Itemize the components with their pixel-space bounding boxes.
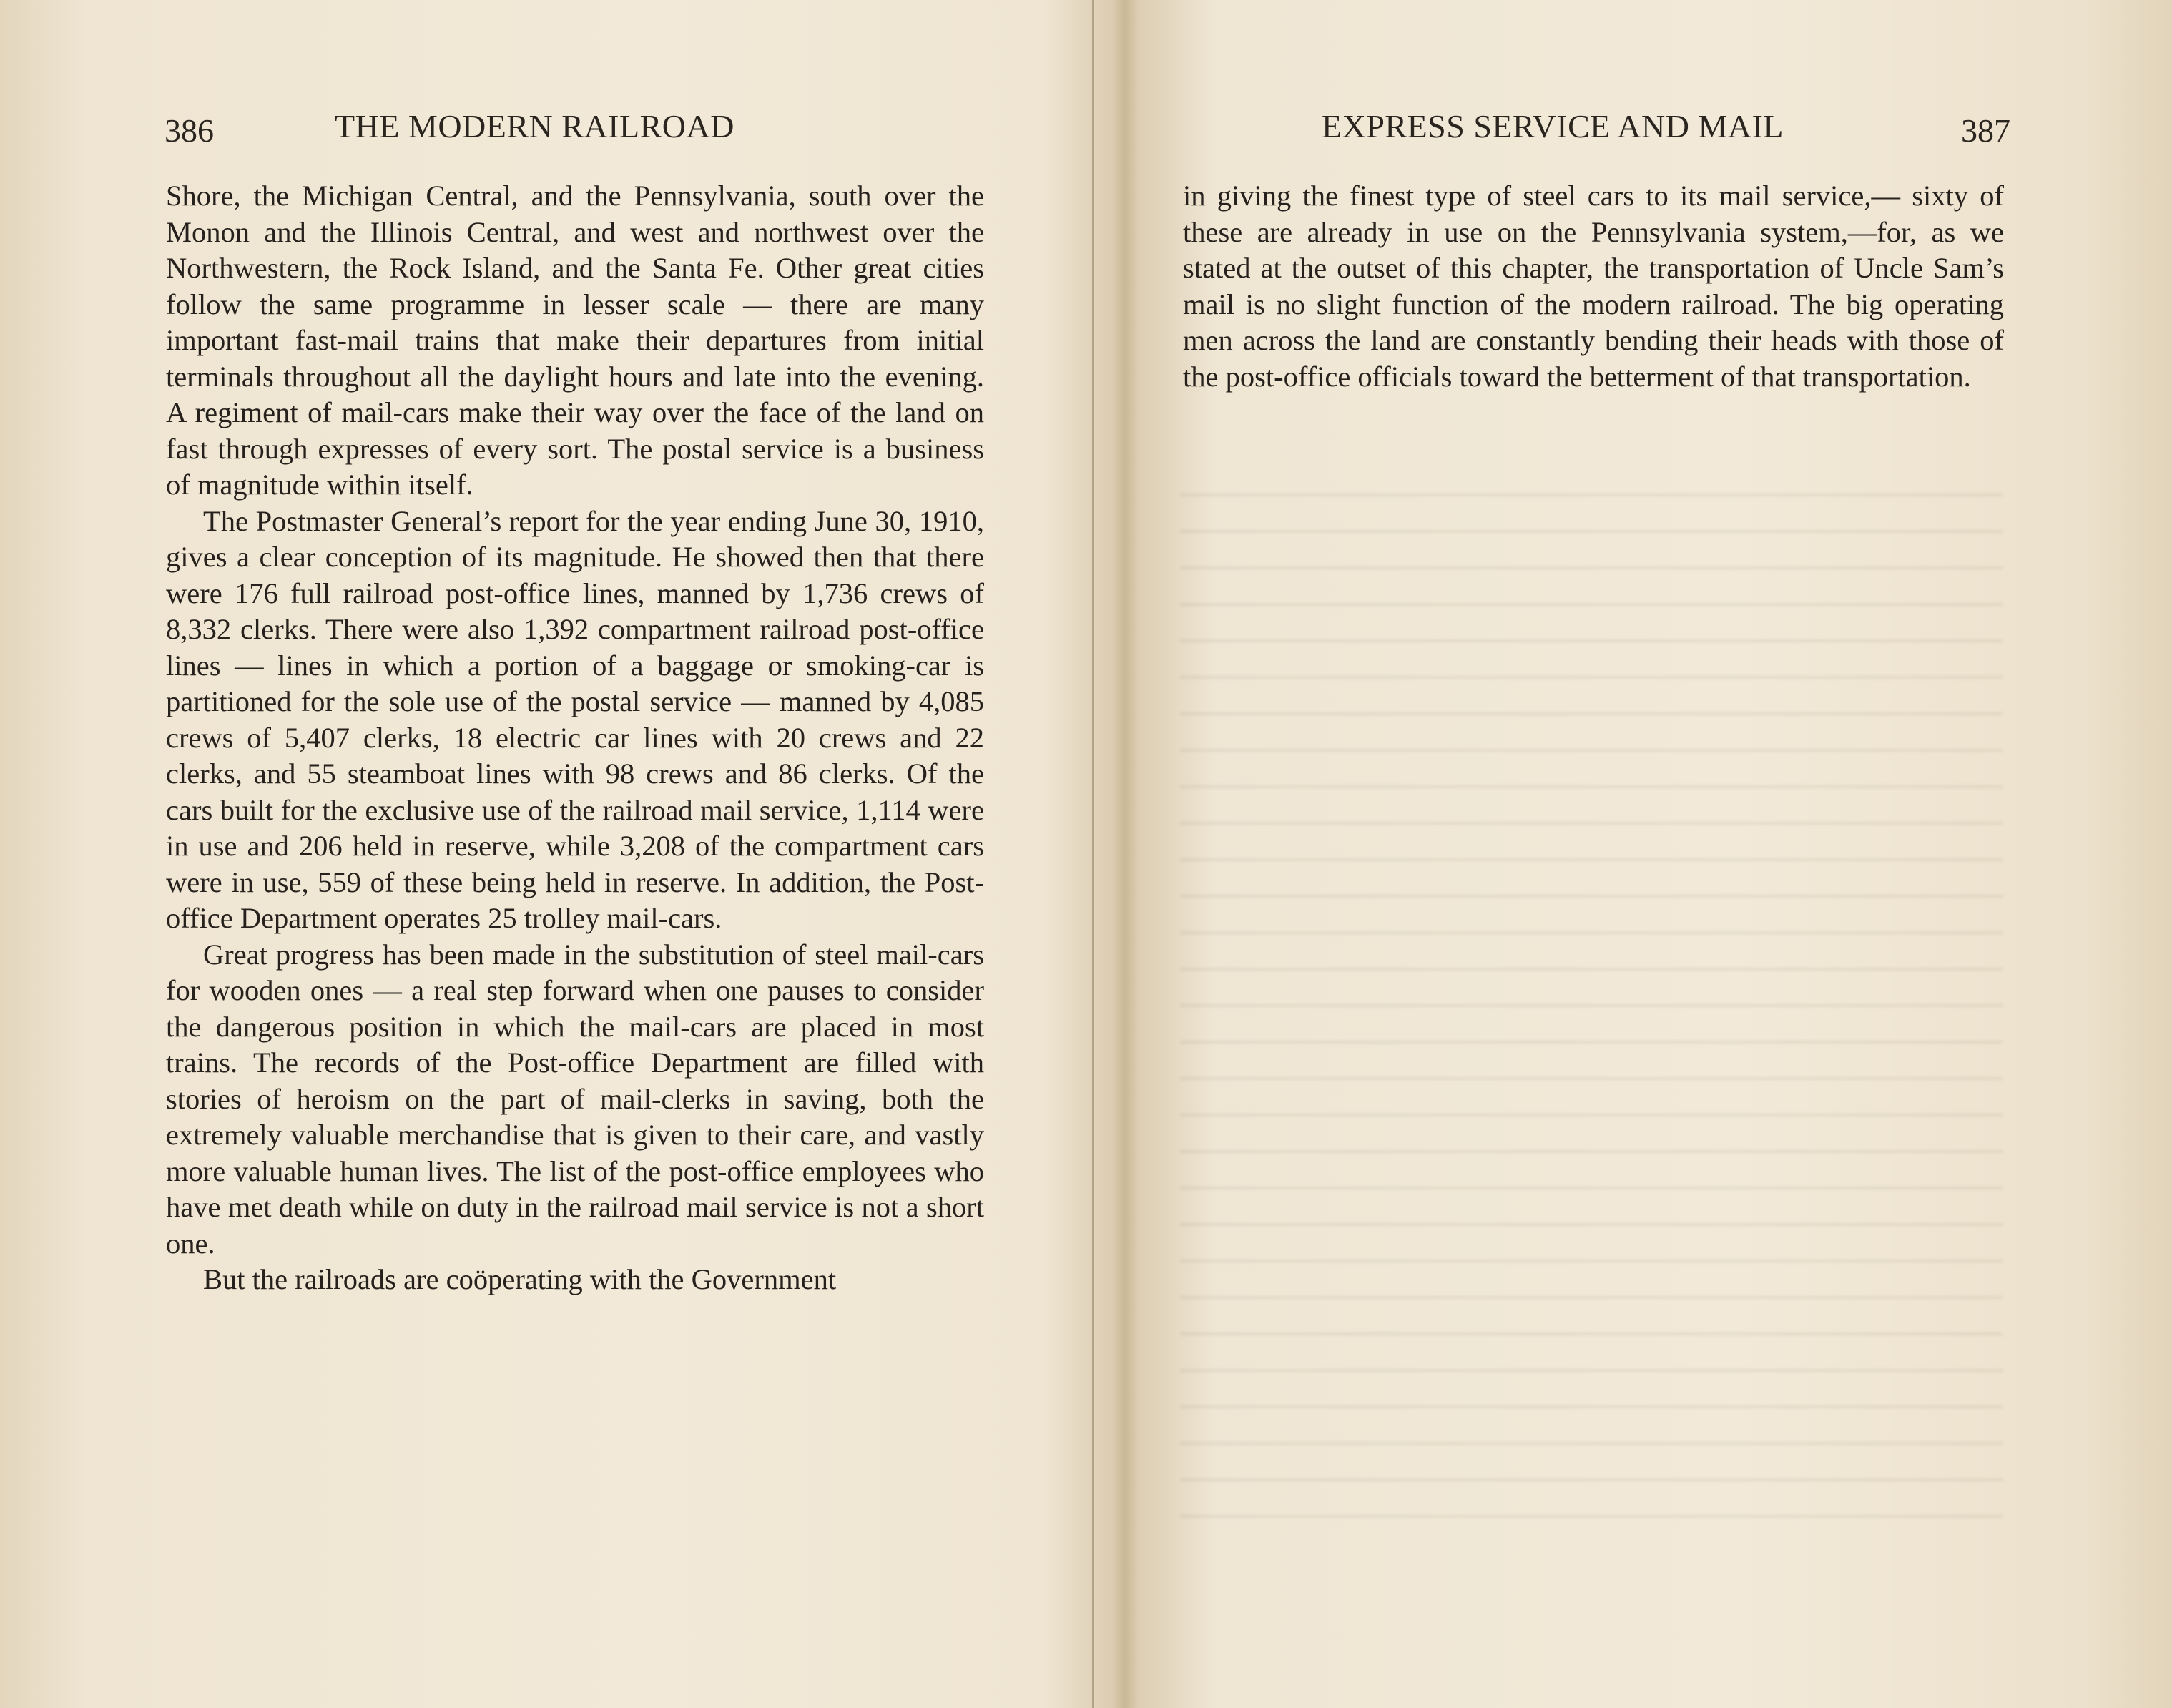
right-page: [1094, 0, 2172, 1708]
left-page-number: 386: [164, 112, 214, 149]
right-page-body: [1183, 178, 2004, 395]
left-running-head: THE MODERN RAILROAD: [335, 108, 734, 144]
show-through-text: [1180, 472, 2003, 1545]
left-paragraph-4: But the railroads are coöperating with the Government: [203, 1263, 837, 1295]
left-paragraph-1: Shore, the Michigan Central, and the Pennsylvania, south over the Monon and the Illinois Central, and west and northwest over the Northwestern, the Rock Island, and the Santa Fe. Other great cities follow the same programme in lesser scale — there are many important fast-mail trains that make their departures from initial terminals throughout all the daylight hours and late into the evening. A regiment of mail-cars make their way over the face of the land on fast through expresses of every sort. The postal service is a business of magnitude within itself.: [166, 180, 984, 501]
right-running-head: EXPRESS SERVICE AND MAIL: [1322, 108, 1784, 144]
right-paragraph-1: in giving the finest type of steel cars to its mail service,— sixty of these are already in use on the Pennsylvania system,—for, as we stated at the outset of this chapter, the transportation of Uncle Sam’s mail is no slight function of the modern railroad. The big operating men across the land are constantly bending their heads with those of the post-office officials toward the betterment of that transportation.: [1183, 180, 2004, 393]
left-paragraph-3: Great progress has been made in the substitution of steel mail-cars for wooden ones — a real step forward when one pauses to consider the dangerous position in which the mail-cars are placed in most trains. The records of the Post-office Department are filled with stories of heroism on the part of mail-clerks in saving, both the extremely valuable merchandise that is given to their care, and vastly more valuable human lives. The list of the post-office employees who have met death while on duty in the railroad mail service is not a short one.: [166, 938, 984, 1260]
right-page-number: 387: [1961, 112, 2010, 149]
left-page-body: [166, 178, 984, 1298]
left-paragraph-2: The Postmaster General’s report for the year ending June 30, 1910, gives a clear conception of its magnitude. He showed then that there were 176 full railroad post-office lines, manned by 1,736 crews of 8,332 clerks. There were also 1,392 compartment railroad post-office lines — lines in which a portion of a baggage or smoking-car is partitioned for the sole use of the postal service — manned by 4,085 crews of 5,407 clerks, 18 electric car lines with 20 crews and 22 clerks, and 55 steamboat lines with 98 crews and 86 clerks. Of the cars built for the exclusive use of the railroad mail service, 1,114 were in use and 206 held in reserve, while 3,208 of the compartment cars were in use, 559 of these being held in reserve. In addition, the Post-office Department operates 25 trolley mail-cars.: [166, 504, 984, 934]
